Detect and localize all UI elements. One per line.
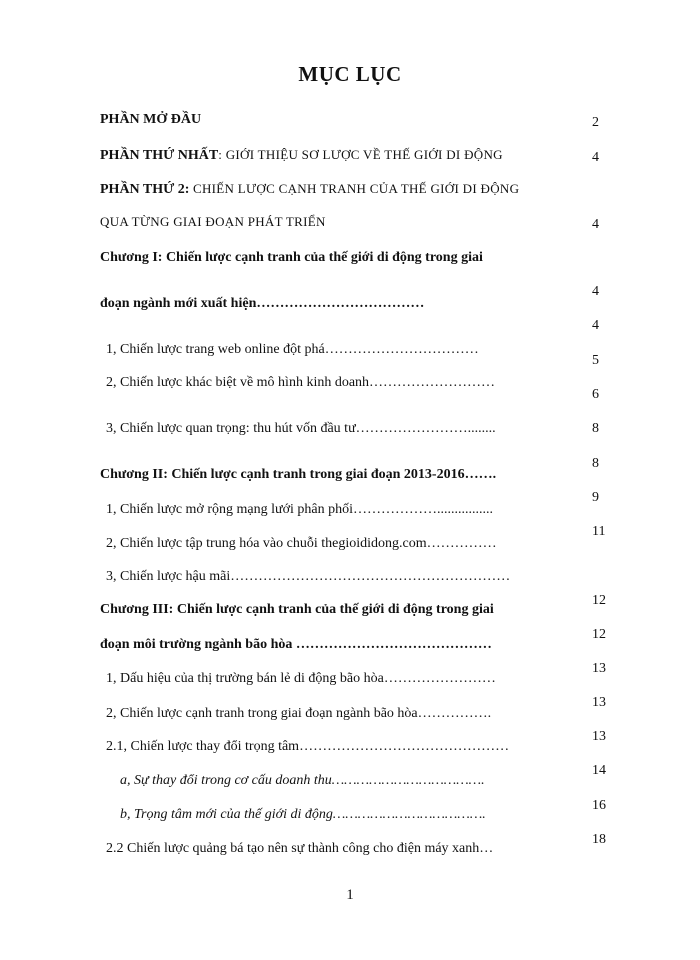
toc-page-number: 4: [592, 217, 599, 232]
toc-page-number: 18: [592, 832, 606, 847]
toc-entry-text: CHIẾN LƯỢC CẠNH TRANH CỦA THẾ GIỚI DI ĐỘNG: [189, 181, 520, 196]
toc-page-number: 6: [592, 387, 599, 402]
toc-entry-bold: PHẦN THỨ NHẤT: [100, 148, 219, 163]
toc-page-number: 16: [592, 798, 606, 813]
toc-page-number: 11: [592, 524, 606, 539]
toc-entry-3-2-1-a: a, Sự thay đổi trong cơ cấu doanh thu……………………………….: [120, 773, 485, 788]
toc-entry-bold: PHẦN THỨ 2:: [100, 182, 190, 197]
toc-entry-chapter3: Chương III: Chiến lược cạnh tranh của thế giới di động trong giai: [100, 602, 494, 617]
toc-entry-chapter2: Chương II: Chiến lược cạnh tranh trong giai đoạn 2013-2016…….: [100, 467, 497, 482]
toc-entry-part2-cont: QUA TỪNG GIAI ĐOẠN PHÁT TRIỂN: [100, 214, 326, 229]
toc-page-number: 13: [592, 729, 606, 744]
toc-entry-intro: PHẦN MỞ ĐẦU: [100, 112, 202, 127]
toc-entry-3-2-1-b: b, Trọng tâm mới của thế giới di động……………………………….: [120, 807, 486, 822]
toc-page-number: 4: [592, 284, 599, 299]
toc-entry-2-1: 1, Chiến lược mở rộng mạng lưới phân phối………………................: [106, 502, 493, 517]
toc-entry-1-2: 2, Chiến lược khác biệt về mô hình kinh doanh………………………: [106, 375, 496, 390]
toc-page-number: 8: [592, 421, 599, 436]
toc-entry-1-3: 3, Chiến lược quan trọng: thu hút vốn đầu tư……………………........: [106, 421, 496, 436]
toc-entry-3-2-1: 2.1, Chiến lược thay đổi trọng tâm………………………………………: [106, 739, 510, 754]
toc-page-number: 13: [592, 661, 606, 676]
toc-page-number: 2: [592, 115, 599, 130]
toc-entry-text: : GIỚI THIỆU SƠ LƯỢC VỀ THẾ GIỚI DI ĐỘNG: [218, 147, 503, 162]
toc-entry-2-3: 3, Chiến lược hậu mãi……………………………………………………: [106, 569, 511, 584]
toc-entry-3-2-2: 2.2 Chiến lược quảng bá tạo nên sự thành công cho điện máy xanh…: [106, 841, 494, 856]
footer-page-number: 1: [346, 887, 354, 903]
toc-entry-2-2: 2, Chiến lược tập trung hóa vào chuỗi thegioididong.com……………: [106, 536, 497, 551]
toc-page-number: 13: [592, 695, 606, 710]
page-title: MỤC LỤC: [298, 62, 402, 86]
toc-entry-part1: [100, 146, 503, 165]
toc-entry-chapter1: Chương I: Chiến lược cạnh tranh của thế giới di động trong giai: [100, 250, 483, 265]
toc-entry-chapter1-cont: đoạn ngành mới xuất hiện………………………………: [100, 296, 425, 311]
toc-page-number: 12: [592, 593, 606, 608]
toc-entry-part2: [100, 180, 519, 199]
toc-page-number: 4: [592, 318, 599, 333]
toc-entry-3-1: 1, Dấu hiệu của thị trường bán lẻ di động bão hòa……………………: [106, 671, 496, 686]
toc-page-number: 4: [592, 150, 599, 165]
toc-page-number: 9: [592, 490, 599, 505]
toc-entry-3-2: 2, Chiến lược cạnh tranh trong giai đoạn ngành bão hòa…………….: [106, 706, 492, 721]
toc-entry-chapter3-cont: đoạn môi trường ngành bão hòa ……………………………………: [100, 637, 492, 652]
toc-page-number: 12: [592, 627, 606, 642]
toc-page-number: 14: [592, 763, 606, 778]
toc-page-number: 8: [592, 456, 599, 471]
toc-entry-1-1: 1, Chiến lược trang web online đột phá……………………………: [106, 342, 479, 357]
toc-page-number: 5: [592, 353, 599, 368]
